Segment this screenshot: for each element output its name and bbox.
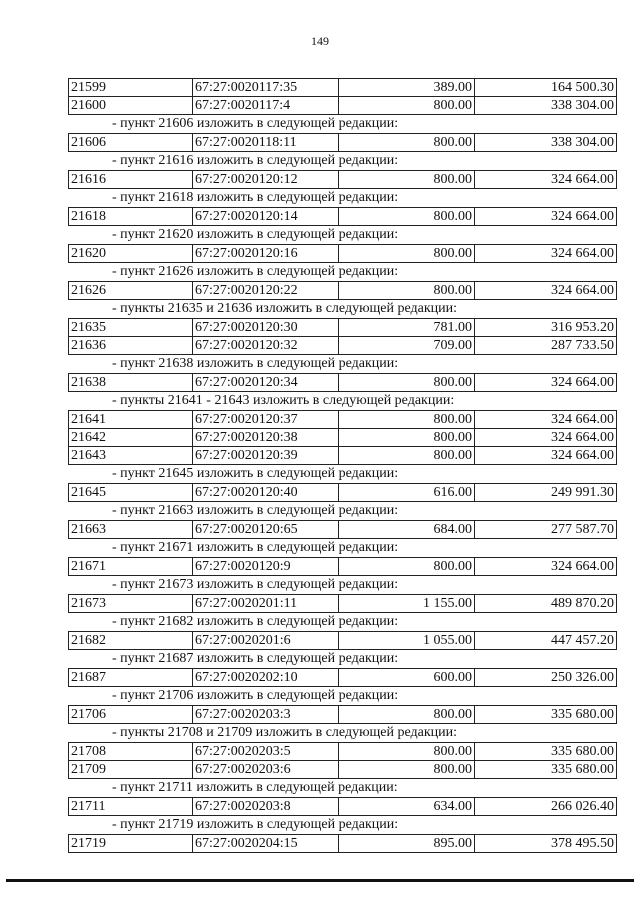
data-table xyxy=(68,742,617,779)
value-cell: 277 587.70 xyxy=(475,521,617,539)
area-cell: 800.00 xyxy=(339,282,475,300)
table-row xyxy=(69,429,617,447)
value-cell: 335 680.00 xyxy=(475,743,617,761)
table-row xyxy=(69,632,617,650)
item-number-cell: 21626 xyxy=(69,282,193,300)
area-cell: 800.00 xyxy=(339,245,475,263)
bottom-rule xyxy=(6,879,634,882)
value-cell: 324 664.00 xyxy=(475,429,617,447)
value-cell: 324 664.00 xyxy=(475,208,617,226)
value-cell: 338 304.00 xyxy=(475,97,617,115)
data-table xyxy=(68,318,617,355)
amendment-instruction: - пункты 21708 и 21709 изложить в следующей редакции: xyxy=(112,725,458,740)
area-cell: 800.00 xyxy=(339,374,475,392)
table-row xyxy=(69,171,617,189)
cadastral-number-cell: 67:27:0020201:6 xyxy=(193,632,339,650)
cadastral-number-cell: 67:27:0020120:38 xyxy=(193,429,339,447)
item-number-cell: 21638 xyxy=(69,374,193,392)
cadastral-number-cell: 67:27:0020203:5 xyxy=(193,743,339,761)
item-number-cell: 21599 xyxy=(69,79,193,97)
area-cell: 616.00 xyxy=(339,484,475,502)
cadastral-number-cell: 67:27:0020203:8 xyxy=(193,798,339,816)
table-row xyxy=(69,208,617,226)
area-cell: 800.00 xyxy=(339,208,475,226)
cadastral-number-cell: 67:27:0020120:9 xyxy=(193,558,339,576)
data-table xyxy=(68,631,617,650)
area-cell: 634.00 xyxy=(339,798,475,816)
item-number-cell: 21671 xyxy=(69,558,193,576)
amendment-instruction: - пункты 21635 и 21636 изложить в следующей редакции: xyxy=(112,301,458,316)
cadastral-number-cell: 67:27:0020120:30 xyxy=(193,319,339,337)
item-number-cell: 21673 xyxy=(69,595,193,613)
item-number-cell: 21719 xyxy=(69,835,193,853)
data-table xyxy=(68,133,617,152)
item-number-cell: 21618 xyxy=(69,208,193,226)
value-cell: 447 457.20 xyxy=(475,632,617,650)
data-table xyxy=(68,281,617,300)
data-table xyxy=(68,520,617,539)
amendment-instruction: - пункт 21618 изложить в следующей редакции: xyxy=(112,190,399,205)
item-number-cell: 21706 xyxy=(69,706,193,724)
item-number-cell: 21711 xyxy=(69,798,193,816)
table-row xyxy=(69,521,617,539)
table-row xyxy=(69,558,617,576)
data-table xyxy=(68,244,617,263)
area-cell: 800.00 xyxy=(339,706,475,724)
area-cell: 1 055.00 xyxy=(339,632,475,650)
value-cell: 324 664.00 xyxy=(475,411,617,429)
data-table xyxy=(68,797,617,816)
cadastral-number-cell: 67:27:0020120:22 xyxy=(193,282,339,300)
value-cell: 316 953.20 xyxy=(475,319,617,337)
table-row xyxy=(69,798,617,816)
area-cell: 684.00 xyxy=(339,521,475,539)
cadastral-number-cell: 67:27:0020201:11 xyxy=(193,595,339,613)
item-number-cell: 21708 xyxy=(69,743,193,761)
area-cell: 389.00 xyxy=(339,79,475,97)
data-table xyxy=(68,483,617,502)
area-cell: 800.00 xyxy=(339,97,475,115)
value-cell: 324 664.00 xyxy=(475,245,617,263)
area-cell: 800.00 xyxy=(339,134,475,152)
item-number-cell: 21663 xyxy=(69,521,193,539)
data-table xyxy=(68,373,617,392)
amendment-instruction: - пункт 21645 изложить в следующей редакции: xyxy=(112,466,399,481)
area-cell: 800.00 xyxy=(339,558,475,576)
amendment-instruction: - пункт 21638 изложить в следующей редакции: xyxy=(112,356,399,371)
area-cell: 781.00 xyxy=(339,319,475,337)
cadastral-number-cell: 67:27:0020204:15 xyxy=(193,835,339,853)
item-number-cell: 21641 xyxy=(69,411,193,429)
table-row xyxy=(69,669,617,687)
table-row xyxy=(69,134,617,152)
area-cell: 800.00 xyxy=(339,447,475,465)
cadastral-number-cell: 67:27:0020120:37 xyxy=(193,411,339,429)
amendment-instruction: - пункт 21606 изложить в следующей редакции: xyxy=(112,116,399,131)
table-row xyxy=(69,245,617,263)
cadastral-number-cell: 67:27:0020203:6 xyxy=(193,761,339,779)
area-cell: 800.00 xyxy=(339,429,475,447)
value-cell: 324 664.00 xyxy=(475,447,617,465)
data-table xyxy=(68,594,617,613)
value-cell: 324 664.00 xyxy=(475,374,617,392)
amendment-instruction: - пункт 21663 изложить в следующей редакции: xyxy=(112,503,399,518)
value-cell: 250 326.00 xyxy=(475,669,617,687)
item-number-cell: 21642 xyxy=(69,429,193,447)
amendment-instruction: - пункт 21616 изложить в следующей редакции: xyxy=(112,153,399,168)
table-row xyxy=(69,835,617,853)
table-row xyxy=(69,743,617,761)
table-row xyxy=(69,411,617,429)
value-cell: 335 680.00 xyxy=(475,761,617,779)
area-cell: 1 155.00 xyxy=(339,595,475,613)
cadastral-number-cell: 67:27:0020202:10 xyxy=(193,669,339,687)
table-row xyxy=(69,706,617,724)
amendment-instruction: - пункт 21719 изложить в следующей редакции: xyxy=(112,817,399,832)
value-cell: 324 664.00 xyxy=(475,282,617,300)
amendment-instruction: - пункт 21671 изложить в следующей редакции: xyxy=(112,540,399,555)
document-body xyxy=(68,78,616,853)
value-cell: 266 026.40 xyxy=(475,798,617,816)
cadastral-number-cell: 67:27:0020120:40 xyxy=(193,484,339,502)
cadastral-number-cell: 67:27:0020203:3 xyxy=(193,706,339,724)
area-cell: 800.00 xyxy=(339,761,475,779)
page-number: 149 xyxy=(311,34,329,48)
item-number-cell: 21620 xyxy=(69,245,193,263)
amendment-instruction: - пункт 21687 изложить в следующей редакции: xyxy=(112,651,399,666)
area-cell: 800.00 xyxy=(339,171,475,189)
table-row xyxy=(69,337,617,355)
table-row xyxy=(69,447,617,465)
data-table xyxy=(68,207,617,226)
amendment-instruction: - пункт 21682 изложить в следующей редакции: xyxy=(112,614,399,629)
item-number-cell: 21635 xyxy=(69,319,193,337)
cadastral-number-cell: 67:27:0020120:39 xyxy=(193,447,339,465)
value-cell: 324 664.00 xyxy=(475,171,617,189)
data-table xyxy=(68,668,617,687)
table-row xyxy=(69,319,617,337)
amendment-instruction: - пункт 21626 изложить в следующей редакции: xyxy=(112,264,399,279)
cadastral-number-cell: 67:27:0020120:16 xyxy=(193,245,339,263)
table-row xyxy=(69,761,617,779)
value-cell: 338 304.00 xyxy=(475,134,617,152)
data-table xyxy=(68,834,617,853)
data-table xyxy=(68,170,617,189)
amendment-instruction: - пункты 21641 - 21643 изложить в следующей редакции: xyxy=(112,393,455,408)
amendment-instruction: - пункт 21673 изложить в следующей редакции: xyxy=(112,577,399,592)
cadastral-number-cell: 67:27:0020120:14 xyxy=(193,208,339,226)
value-cell: 324 664.00 xyxy=(475,558,617,576)
item-number-cell: 21687 xyxy=(69,669,193,687)
value-cell: 164 500.30 xyxy=(475,79,617,97)
item-number-cell: 21616 xyxy=(69,171,193,189)
value-cell: 378 495.50 xyxy=(475,835,617,853)
value-cell: 489 870.20 xyxy=(475,595,617,613)
table-row xyxy=(69,374,617,392)
item-number-cell: 21709 xyxy=(69,761,193,779)
value-cell: 249 991.30 xyxy=(475,484,617,502)
item-number-cell: 21600 xyxy=(69,97,193,115)
item-number-cell: 21643 xyxy=(69,447,193,465)
value-cell: 287 733.50 xyxy=(475,337,617,355)
cadastral-number-cell: 67:27:0020120:34 xyxy=(193,374,339,392)
cadastral-number-cell: 67:27:0020117:4 xyxy=(193,97,339,115)
amendment-instruction: - пункт 21711 изложить в следующей редакции: xyxy=(112,780,398,795)
area-cell: 709.00 xyxy=(339,337,475,355)
area-cell: 800.00 xyxy=(339,411,475,429)
cadastral-number-cell: 67:27:0020117:35 xyxy=(193,79,339,97)
amendment-instruction: - пункт 21706 изложить в следующей редакции: xyxy=(112,688,399,703)
area-cell: 800.00 xyxy=(339,743,475,761)
data-table xyxy=(68,705,617,724)
data-table xyxy=(68,410,617,465)
amendment-instruction: - пункт 21620 изложить в следующей редакции: xyxy=(112,227,399,242)
table-row xyxy=(69,484,617,502)
item-number-cell: 21645 xyxy=(69,484,193,502)
cadastral-number-cell: 67:27:0020120:65 xyxy=(193,521,339,539)
data-table xyxy=(68,78,617,115)
item-number-cell: 21636 xyxy=(69,337,193,355)
cadastral-number-cell: 67:27:0020120:12 xyxy=(193,171,339,189)
table-row xyxy=(69,97,617,115)
table-row xyxy=(69,282,617,300)
data-table xyxy=(68,557,617,576)
table-row xyxy=(69,79,617,97)
value-cell: 335 680.00 xyxy=(475,706,617,724)
area-cell: 895.00 xyxy=(339,835,475,853)
item-number-cell: 21682 xyxy=(69,632,193,650)
item-number-cell: 21606 xyxy=(69,134,193,152)
area-cell: 600.00 xyxy=(339,669,475,687)
table-row xyxy=(69,595,617,613)
cadastral-number-cell: 67:27:0020118:11 xyxy=(193,134,339,152)
cadastral-number-cell: 67:27:0020120:32 xyxy=(193,337,339,355)
